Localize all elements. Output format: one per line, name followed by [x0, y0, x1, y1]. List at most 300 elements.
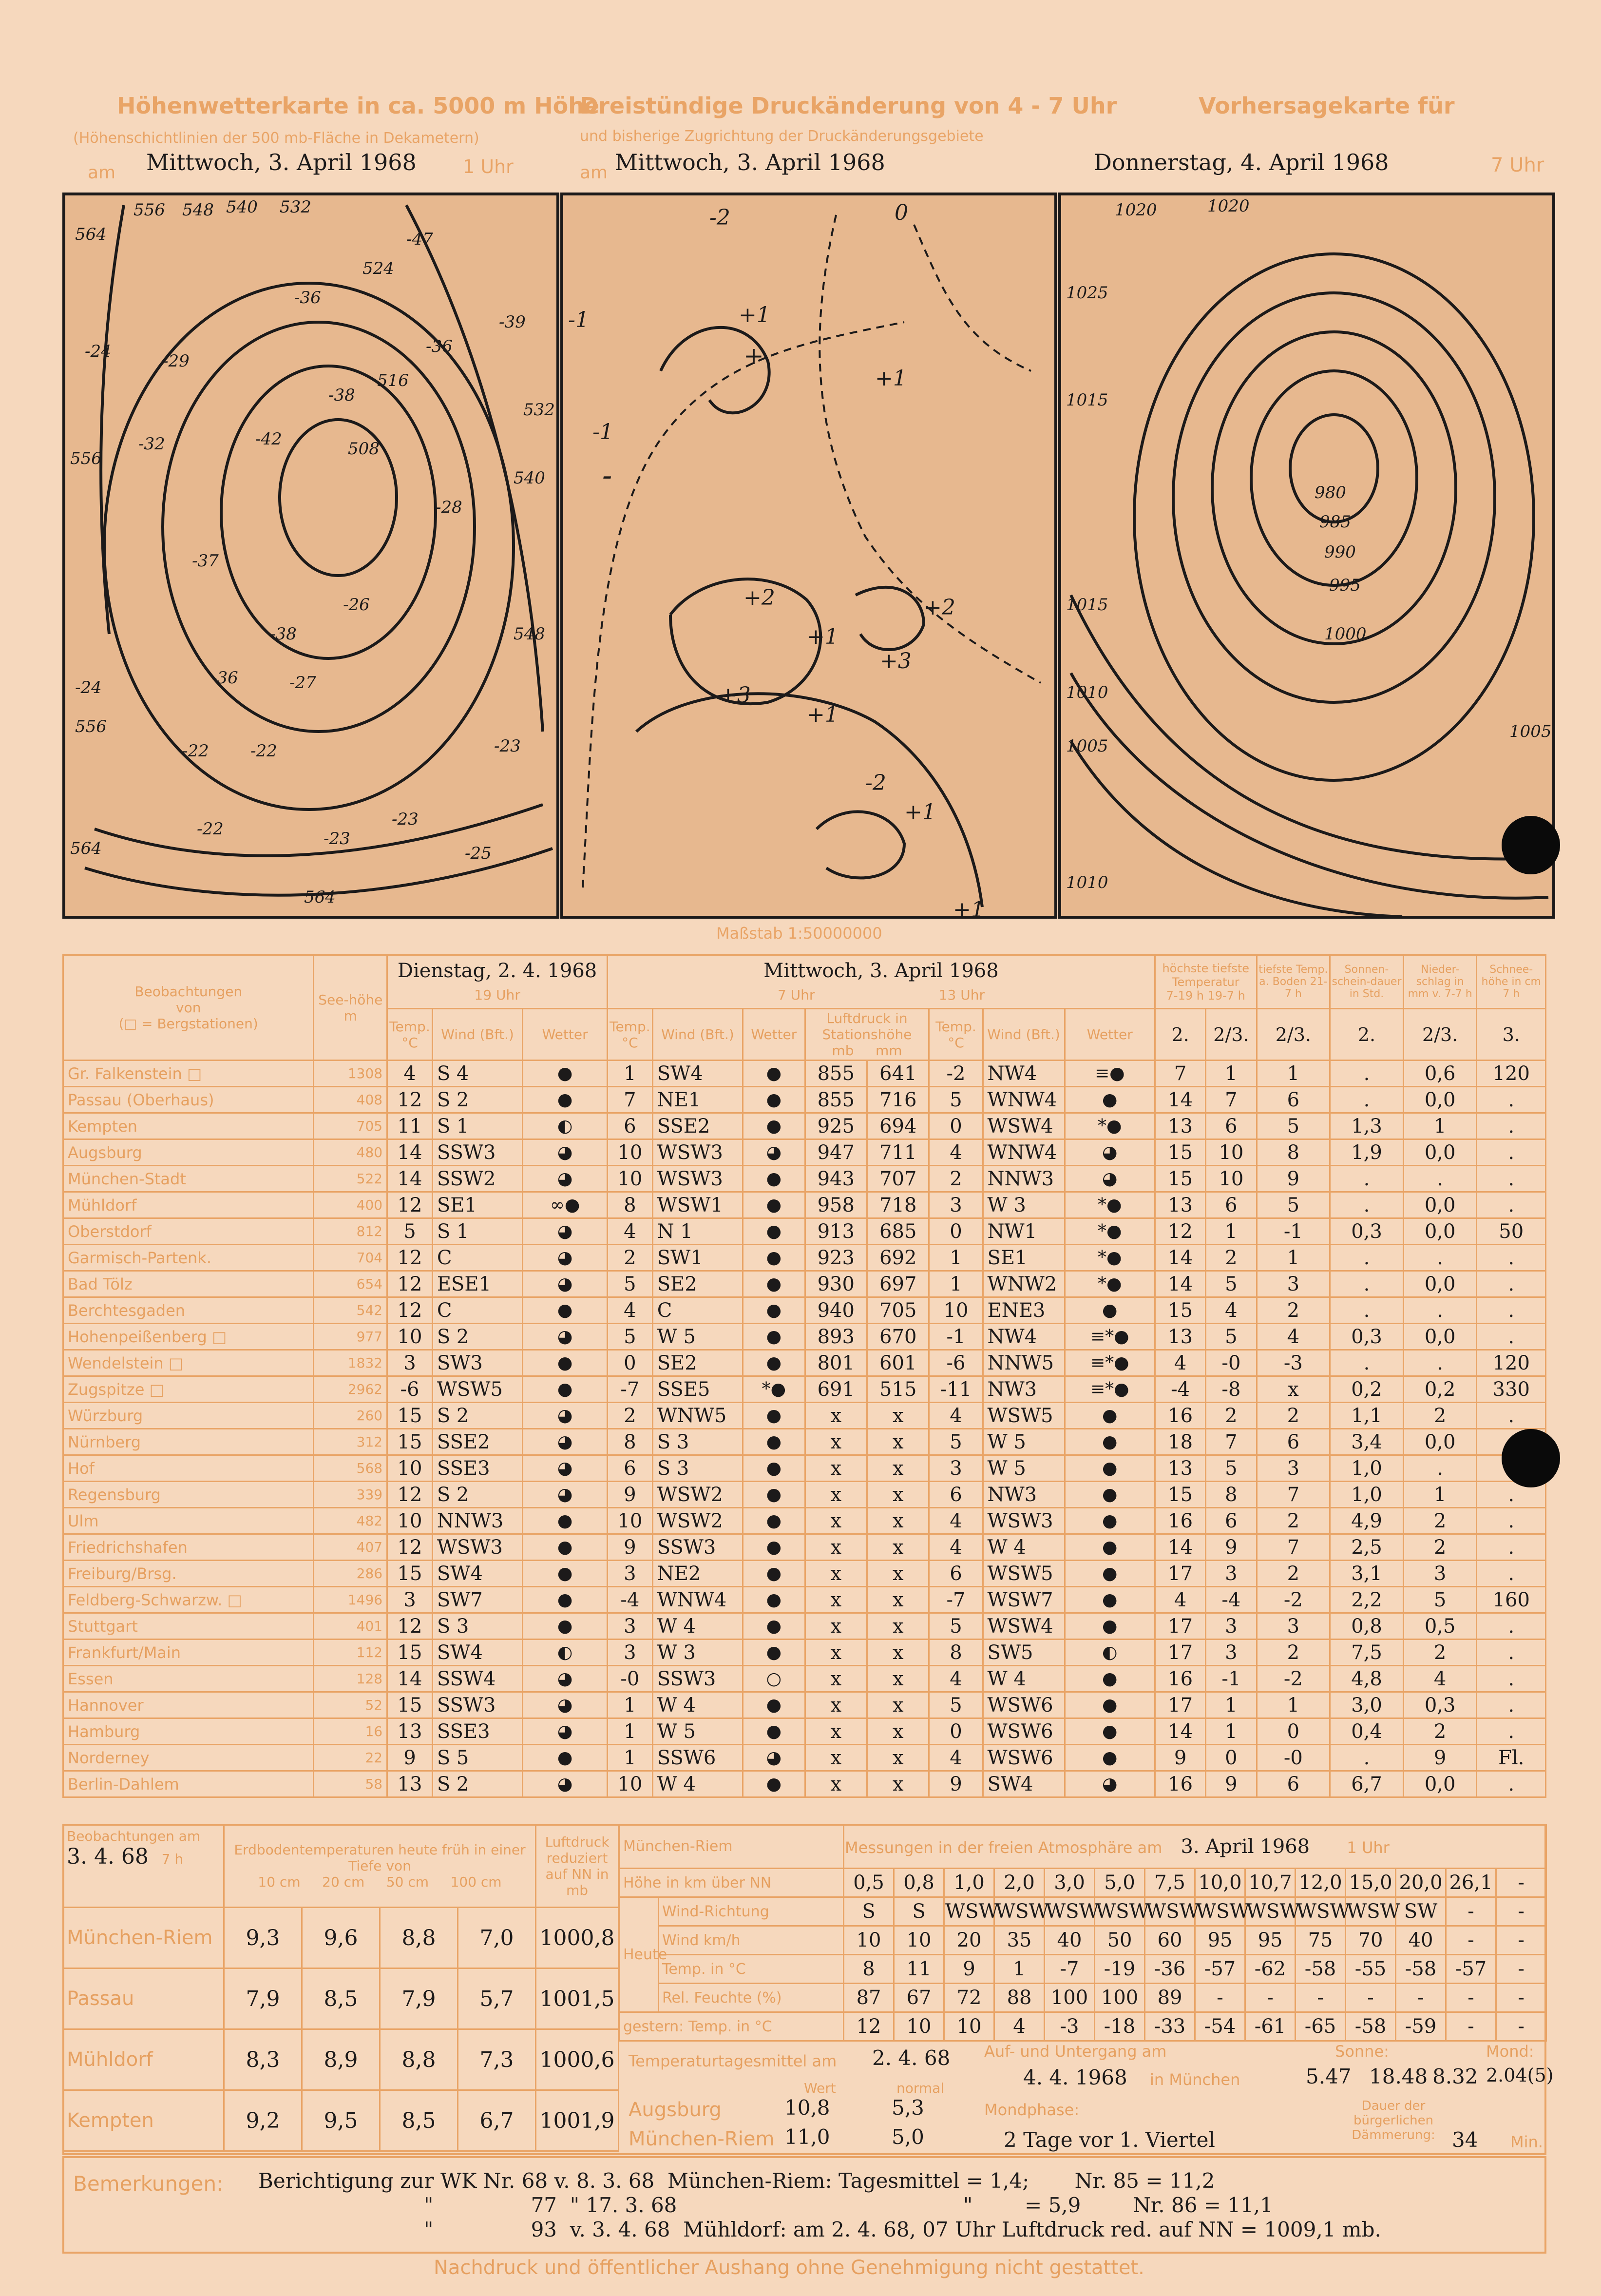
table-cell: 1 — [929, 1271, 983, 1297]
table-cell: 6 — [929, 1561, 983, 1587]
weather-symbol: ● — [523, 1061, 608, 1087]
table-cell: 1 — [608, 1745, 653, 1771]
weather-symbol: ◕ — [1065, 1166, 1155, 1192]
observation-rows — [63, 1061, 1546, 1797]
atm-height: 26,1 — [1446, 1869, 1496, 1897]
station-name: Mühldorf — [63, 1192, 314, 1218]
table-cell: . — [1477, 1087, 1546, 1113]
table-cell: 13 — [1155, 1113, 1205, 1139]
station-height: 568 — [314, 1455, 387, 1482]
atm-value: -65 — [1296, 2012, 1346, 2041]
table-cell: Fl. — [1477, 1745, 1546, 1771]
riem-label: München-Riem — [629, 2128, 775, 2150]
soil-value: 8,5 — [380, 2090, 458, 2151]
soil-title: Beobachtungen am — [67, 1828, 201, 1844]
map2-label: +3 — [719, 683, 751, 708]
table-cell: x — [805, 1403, 867, 1429]
station-height: 654 — [314, 1271, 387, 1297]
table-cell: 3 — [608, 1561, 653, 1587]
table-cell: 5 — [1257, 1113, 1330, 1139]
table-cell: 893 — [805, 1324, 867, 1350]
weather-symbol: ● — [743, 1324, 805, 1350]
table-cell: 1 — [1206, 1718, 1257, 1745]
in-muenchen: in München — [1150, 2070, 1240, 2089]
station-height: 2962 — [314, 1376, 387, 1403]
atm-value: -19 — [1095, 1955, 1145, 1984]
table-cell: 670 — [867, 1324, 929, 1350]
table-cell: 15 — [387, 1561, 433, 1587]
wind-cell: WSW3 — [432, 1534, 522, 1561]
table-cell: 4 — [1257, 1324, 1330, 1350]
obs-header-temp: Temp. °C — [608, 1009, 653, 1061]
table-cell: x — [805, 1508, 867, 1534]
table-cell: 855 — [805, 1087, 867, 1113]
table-cell: 12 — [387, 1087, 433, 1113]
station-height: 112 — [314, 1640, 387, 1666]
weather-symbol: ● — [743, 1061, 805, 1087]
table-cell: 2 — [1403, 1403, 1477, 1429]
wind-cell: N 1 — [652, 1218, 743, 1245]
atm-height: 12,0 — [1296, 1869, 1346, 1897]
wind-cell: W 3 — [652, 1640, 743, 1666]
table-cell: 0,0 — [1403, 1087, 1477, 1113]
wind-cell: WSW5 — [432, 1376, 522, 1403]
wind-cell: SE2 — [652, 1271, 743, 1297]
table-cell: 8 — [1206, 1482, 1257, 1508]
wind-cell: S 1 — [432, 1218, 522, 1245]
table-row — [63, 1613, 1546, 1640]
station-height: 480 — [314, 1139, 387, 1166]
map1-label: 516 — [377, 371, 409, 390]
table-cell: x — [867, 1587, 929, 1613]
obs-header-boden: tiefste Temp. a. Boden 21-7 h — [1257, 955, 1330, 1009]
table-cell: 7 — [608, 1087, 653, 1113]
table-cell: 0 — [1257, 1718, 1330, 1745]
punch-hole — [1502, 1429, 1560, 1487]
table-cell: 7,5 — [1330, 1640, 1404, 1666]
table-cell: 10 — [387, 1455, 433, 1482]
soil-time: 7 h — [161, 1851, 184, 1867]
map3-date: Donnerstag, 4. April 1968 — [1094, 149, 1389, 175]
table-cell: 160 — [1477, 1587, 1546, 1613]
table-cell: 10 — [387, 1324, 433, 1350]
map1-label: -28 — [436, 498, 462, 517]
station-name: Freiburg/Brsg. — [63, 1561, 314, 1587]
table-cell: x — [867, 1771, 929, 1797]
table-cell: 6 — [1257, 1087, 1330, 1113]
soil-row — [63, 2029, 619, 2090]
table-cell: 694 — [867, 1113, 929, 1139]
map2-label: -2 — [709, 205, 730, 230]
atm-value: WSW — [944, 1897, 994, 1926]
table-cell: 0,8 — [1330, 1613, 1404, 1640]
atm-height: 0,8 — [894, 1869, 944, 1897]
weather-symbol: ● — [523, 1508, 608, 1534]
map2-label: 0 — [895, 200, 908, 225]
weather-symbol: ● — [743, 1245, 805, 1271]
remarks-line3: " 93 v. 3. 4. 68 Mühldorf: am 2. 4. 68, 07 Uhr Luftdruck red. auf NN = 1009,1 mb. — [424, 2218, 1381, 2241]
map3-label: 1010 — [1066, 873, 1108, 892]
atm-height: 10,7 — [1245, 1869, 1296, 1897]
map3-label: 1010 — [1066, 683, 1108, 702]
table-cell: 958 — [805, 1192, 867, 1218]
table-cell: 0,3 — [1403, 1692, 1477, 1718]
table-cell: 947 — [805, 1139, 867, 1166]
weather-symbol: ● — [1065, 1587, 1155, 1613]
obs-header-temp-times: 7-19 h 19-7 h — [1166, 988, 1245, 1003]
weather-symbol: ● — [1065, 1534, 1155, 1561]
table-cell: 12 — [387, 1245, 433, 1271]
obs-header-day2-t2: 13 Uhr — [938, 986, 985, 1003]
station-height: 22 — [314, 1745, 387, 1771]
map-scale: Maßstab 1:50000000 — [716, 924, 882, 943]
station-height: 705 — [314, 1113, 387, 1139]
mond-unter: 2.04(5) — [1486, 2064, 1554, 2086]
table-cell: 2 — [1403, 1718, 1477, 1745]
weather-symbol: ● — [523, 1087, 608, 1113]
map2-subtitle: und bisherige Zugrichtung der Druckänderungsgebiete — [580, 128, 984, 145]
station-name: Berlin-Dahlem — [63, 1771, 314, 1797]
table-cell: x — [805, 1718, 867, 1745]
table-cell: 6 — [1257, 1429, 1330, 1455]
map3-label: 980 — [1315, 483, 1346, 502]
table-cell: 13 — [1155, 1192, 1205, 1218]
table-cell: 1 — [1403, 1482, 1477, 1508]
table-cell: x — [867, 1429, 929, 1455]
wind-cell: SW4 — [652, 1061, 743, 1087]
obs-header-mb: mb — [832, 1042, 854, 1059]
weather-symbol: ● — [523, 1561, 608, 1587]
station-height: 977 — [314, 1324, 387, 1350]
map1-label: -22 — [250, 741, 277, 761]
table-cell: x — [867, 1482, 929, 1508]
atm-heute-label: Heute — [620, 1897, 659, 2012]
atm-value: 87 — [844, 1984, 894, 2012]
map2-label: +1 — [807, 702, 839, 727]
atm-value: 75 — [1296, 1926, 1346, 1955]
weather-symbol: ≡*● — [1065, 1350, 1155, 1376]
map1-label: 524 — [362, 259, 394, 278]
table-cell: 5 — [929, 1087, 983, 1113]
min-label: Min. — [1510, 2133, 1543, 2151]
atm-value: 10 — [844, 1926, 894, 1955]
table-cell: 4 — [1155, 1350, 1205, 1376]
station-height: 1496 — [314, 1587, 387, 1613]
table-cell: 718 — [867, 1192, 929, 1218]
table-cell: . — [1330, 1245, 1404, 1271]
soil-date: 3. 4. 68 — [67, 1844, 149, 1869]
atm-value: 100 — [1095, 1984, 1145, 2012]
atm-row — [620, 1984, 1546, 2012]
wind-cell: SSE3 — [432, 1455, 522, 1482]
soil-station: Kempten — [63, 2090, 224, 2151]
wind-cell: WSW3 — [652, 1166, 743, 1192]
table-cell: 3 — [929, 1455, 983, 1482]
table-cell: -3 — [1257, 1350, 1330, 1376]
atm-value: 88 — [994, 1984, 1045, 2012]
table-cell: 10 — [608, 1771, 653, 1797]
wind-cell: NNW5 — [983, 1350, 1065, 1376]
soil-value: 9,6 — [302, 1908, 380, 1968]
table-cell: 5 — [1206, 1324, 1257, 1350]
wind-cell: SW4 — [432, 1561, 522, 1587]
map1-label: -22 — [182, 741, 209, 761]
map1-label: 556 — [70, 449, 102, 468]
table-cell: 2 — [1403, 1534, 1477, 1561]
table-cell: 1,1 — [1330, 1403, 1404, 1429]
weather-symbol: ● — [743, 1113, 805, 1139]
table-cell: 3 — [387, 1587, 433, 1613]
wind-cell: S 2 — [432, 1403, 522, 1429]
table-cell: 705 — [867, 1297, 929, 1324]
obs-header-wetter: Wetter — [743, 1009, 805, 1061]
wind-cell: SSE2 — [432, 1429, 522, 1455]
table-cell: 17 — [1155, 1640, 1205, 1666]
table-cell: 16 — [1155, 1666, 1205, 1692]
station-height: 704 — [314, 1245, 387, 1271]
table-cell: 13 — [1155, 1455, 1205, 1482]
table-cell: 5 — [1206, 1455, 1257, 1482]
table-cell: 1 — [1257, 1061, 1330, 1087]
table-cell: 0,0 — [1403, 1192, 1477, 1218]
soil-rows — [63, 1908, 619, 2151]
map1-label: -23 — [324, 829, 350, 849]
weather-symbol: ◕ — [523, 1403, 608, 1429]
table-cell: -6 — [929, 1350, 983, 1376]
map1-title: Höhenwetterkarte in ca. 5000 m Höhe — [117, 93, 600, 119]
table-cell: x — [867, 1508, 929, 1534]
weather-symbol: ● — [1065, 1403, 1155, 1429]
weather-symbol: ● — [1065, 1745, 1155, 1771]
weather-symbol: ● — [1065, 1429, 1155, 1455]
table-cell: 4 — [608, 1297, 653, 1324]
table-cell: 1 — [1206, 1692, 1257, 1718]
sonne-label: Sonne: — [1335, 2042, 1389, 2061]
map1-label: 532 — [523, 400, 555, 420]
table-cell: 8 — [1257, 1139, 1330, 1166]
table-cell: 14 — [1155, 1271, 1205, 1297]
weather-symbol: ● — [523, 1587, 608, 1613]
obs-header-date: 2. — [1155, 1009, 1205, 1061]
wind-cell: NNW3 — [983, 1166, 1065, 1192]
soil-value: 1001,9 — [536, 2090, 619, 2151]
table-cell: 3 — [1257, 1271, 1330, 1297]
obs-header-sonne: Sonnen-schein-dauer in Std. — [1330, 955, 1404, 1009]
table-cell: x — [867, 1613, 929, 1640]
table-cell: 10 — [929, 1297, 983, 1324]
table-cell: 685 — [867, 1218, 929, 1245]
wind-cell: NW3 — [983, 1482, 1065, 1508]
wind-cell: SSW3 — [432, 1692, 522, 1718]
wind-cell: NW1 — [983, 1218, 1065, 1245]
atm-value: 67 — [894, 1984, 944, 2012]
station-height: 812 — [314, 1218, 387, 1245]
station-height: 312 — [314, 1429, 387, 1455]
soil-depth: 20 cm — [322, 1874, 365, 1890]
weather-symbol: ● — [743, 1640, 805, 1666]
atm-value: WSW — [1296, 1897, 1346, 1926]
table-cell: 940 — [805, 1297, 867, 1324]
obs-header-temp: Temp. °C — [387, 1009, 433, 1061]
weather-symbol: ◕ — [523, 1218, 608, 1245]
table-cell: -4 — [1155, 1376, 1205, 1403]
table-cell: 4 — [929, 1534, 983, 1561]
map1-label: 540 — [226, 197, 258, 217]
soil-value: 7,3 — [458, 2029, 536, 2090]
map1-label: -22 — [197, 819, 224, 839]
table-cell: 0,0 — [1403, 1271, 1477, 1297]
table-cell: 3 — [387, 1350, 433, 1376]
pressure-change-map — [560, 193, 1057, 922]
weather-symbol: ● — [743, 1718, 805, 1745]
map1-label: 564 — [75, 225, 107, 244]
station-name: Zugspitze □ — [63, 1376, 314, 1403]
map3-label: 985 — [1319, 512, 1351, 532]
wind-cell: NE2 — [652, 1561, 743, 1587]
wind-cell: ENE3 — [983, 1297, 1065, 1324]
table-row — [63, 1771, 1546, 1797]
table-cell: 3 — [608, 1613, 653, 1640]
station-height: 408 — [314, 1087, 387, 1113]
table-cell: 601 — [867, 1350, 929, 1376]
weather-symbol: ◕ — [523, 1718, 608, 1745]
weather-symbol: *● — [1065, 1245, 1155, 1271]
wind-cell: WSW1 — [652, 1192, 743, 1218]
table-cell: 3 — [1206, 1640, 1257, 1666]
atm-value: 10 — [944, 2012, 994, 2041]
weather-symbol: ◕ — [523, 1245, 608, 1271]
table-row — [63, 1271, 1546, 1297]
atm-value: - — [1496, 1897, 1546, 1926]
soil-depth: 50 cm — [386, 1874, 429, 1890]
table-cell: . — [1477, 1245, 1546, 1271]
soil-row — [63, 2090, 619, 2151]
table-cell: 943 — [805, 1166, 867, 1192]
wind-cell: WSW3 — [652, 1139, 743, 1166]
table-row — [63, 1166, 1546, 1192]
table-cell: -6 — [387, 1376, 433, 1403]
table-cell: 0,0 — [1403, 1771, 1477, 1797]
table-cell: 6,7 — [1330, 1771, 1404, 1797]
wind-cell: SSW3 — [432, 1139, 522, 1166]
map1-label: 564 — [304, 888, 336, 907]
table-cell: 4 — [929, 1139, 983, 1166]
table-cell: 801 — [805, 1350, 867, 1376]
table-cell: 4 — [929, 1745, 983, 1771]
table-cell: 7 — [1257, 1482, 1330, 1508]
table-cell: x — [867, 1745, 929, 1771]
wind-cell: WSW3 — [983, 1508, 1065, 1534]
map1-label: -32 — [138, 434, 165, 454]
atm-value: - — [1496, 1955, 1546, 1984]
table-cell: 13 — [387, 1718, 433, 1745]
map3-label: 1025 — [1066, 283, 1108, 303]
table-cell: 9 — [1257, 1166, 1330, 1192]
table-cell: 9 — [1206, 1534, 1257, 1561]
soil-value: 6,7 — [458, 2090, 536, 2151]
weather-symbol: ◐ — [1065, 1640, 1155, 1666]
table-cell: . — [1477, 1561, 1546, 1587]
weather-symbol: ● — [1065, 1087, 1155, 1113]
atm-value: 40 — [1396, 1926, 1446, 1955]
atm-value: 9 — [944, 1955, 994, 1984]
table-cell: . — [1403, 1297, 1477, 1324]
station-name: Nürnberg — [63, 1429, 314, 1455]
wind-cell: C — [432, 1297, 522, 1324]
normal-label: normal — [896, 2080, 945, 2096]
wind-cell: WSW4 — [983, 1113, 1065, 1139]
weather-symbol: ● — [743, 1350, 805, 1376]
obs-header-date: 2/3. — [1257, 1009, 1330, 1061]
map2-label: -1 — [568, 308, 589, 332]
table-cell: . — [1477, 1613, 1546, 1640]
table-cell: 913 — [805, 1218, 867, 1245]
table-cell: 6 — [1257, 1771, 1330, 1797]
wind-cell: C — [432, 1245, 522, 1271]
atm-value: - — [1496, 1926, 1546, 1955]
table-row — [63, 1692, 1546, 1718]
wind-cell: WNW4 — [652, 1587, 743, 1613]
wind-cell: NW4 — [983, 1324, 1065, 1350]
wind-cell: S 3 — [432, 1613, 522, 1640]
wind-cell: SE1 — [432, 1192, 522, 1218]
station-name: Wendelstein □ — [63, 1350, 314, 1376]
table-cell: 2 — [929, 1166, 983, 1192]
map1-label: 548 — [514, 624, 545, 644]
soil-value: 9,3 — [224, 1908, 302, 1968]
soil-value: 9,5 — [302, 2090, 380, 2151]
wind-cell: SSW4 — [432, 1666, 522, 1692]
atm-time: 1 Uhr — [1347, 1838, 1390, 1857]
atm-value: - — [1446, 1897, 1496, 1926]
remarks-line2: " 77 " 17. 3. 68 " = 5,9 Nr. 86 = 11,1 — [424, 2193, 1273, 2217]
table-cell: 11 — [387, 1113, 433, 1139]
map2-label: -2 — [865, 771, 886, 795]
daemmerung: 34 — [1452, 2128, 1478, 2152]
table-cell: 697 — [867, 1271, 929, 1297]
soil-value: 8,9 — [302, 2029, 380, 2090]
atm-value: 10 — [894, 1926, 944, 1955]
map2-label: +1 — [807, 624, 839, 649]
map2-date: Mittwoch, 3. April 1968 — [615, 149, 885, 175]
table-cell: 15 — [387, 1640, 433, 1666]
atm-value: WSW — [1045, 1897, 1095, 1926]
wind-cell: SSW2 — [432, 1166, 522, 1192]
soil-station: München-Riem — [63, 1908, 224, 1968]
observation-table — [62, 954, 1546, 1798]
table-cell: 9 — [608, 1534, 653, 1561]
atm-value: -36 — [1145, 1955, 1195, 1984]
table-cell: 5 — [608, 1271, 653, 1297]
pressure-change-lines — [563, 195, 1060, 922]
obs-header-day2: Mittwoch, 3. April 1968 — [763, 959, 999, 982]
table-cell: 12 — [387, 1534, 433, 1561]
table-cell: 5 — [608, 1324, 653, 1350]
map1-label: -47 — [406, 230, 433, 249]
table-cell: . — [1403, 1455, 1477, 1482]
table-cell: 2,5 — [1330, 1534, 1404, 1561]
table-cell: -0 — [1206, 1350, 1257, 1376]
table-cell: 0,0 — [1403, 1139, 1477, 1166]
table-cell: 3 — [1257, 1613, 1330, 1640]
soil-value: 1000,8 — [536, 1908, 619, 1968]
weather-symbol: ● — [523, 1376, 608, 1403]
table-cell: 1 — [1257, 1692, 1330, 1718]
table-cell: -0 — [1257, 1745, 1330, 1771]
table-cell: 12 — [387, 1613, 433, 1640]
table-cell: 17 — [1155, 1692, 1205, 1718]
table-cell: x — [805, 1482, 867, 1508]
